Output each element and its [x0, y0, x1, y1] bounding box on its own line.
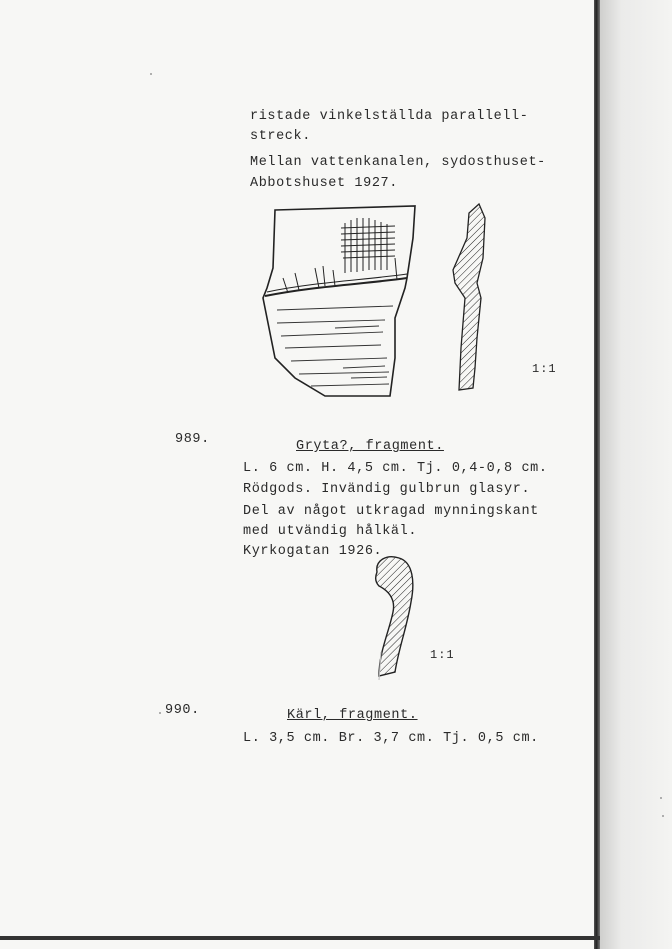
text-line: streck. — [250, 129, 311, 144]
text-line: med utvändig hålkäl. — [243, 524, 418, 539]
rim-profile-drawing — [365, 552, 425, 684]
sherd-drawing-figure — [255, 198, 505, 403]
paper-speck — [159, 712, 161, 714]
paper-speck — [150, 73, 152, 75]
entry-number: 990. — [165, 703, 200, 718]
entry-title: Gryta?, fragment. — [296, 439, 444, 454]
text-line: L. 6 cm. H. 4,5 cm. Tj. 0,4-0,8 cm. — [243, 461, 548, 476]
paper-speck — [662, 815, 664, 817]
text-line: ristade vinkelställda parallell- — [250, 109, 529, 124]
text-line: Del av något utkragad mynningskant — [243, 504, 539, 519]
entry-number: 989. — [175, 432, 210, 447]
text-line: Abbotshuset 1927. — [250, 176, 398, 191]
entry-title: Kärl, fragment. — [287, 708, 418, 723]
paper-speck — [660, 797, 662, 799]
page-edge — [594, 0, 600, 949]
scale-label: 1:1 — [430, 648, 455, 662]
page-bottom-edge — [0, 936, 600, 940]
text-line: Mellan vattenkanalen, sydosthuset- — [250, 155, 546, 170]
scale-label: 1:1 — [532, 362, 557, 376]
adjacent-page-strip — [600, 0, 672, 949]
text-line: L. 3,5 cm. Br. 3,7 cm. Tj. 0,5 cm. — [243, 731, 539, 746]
text-line: Kyrkogatan 1926. — [243, 544, 383, 559]
text-line: Rödgods. Invändig gulbrun glasyr. — [243, 482, 531, 497]
